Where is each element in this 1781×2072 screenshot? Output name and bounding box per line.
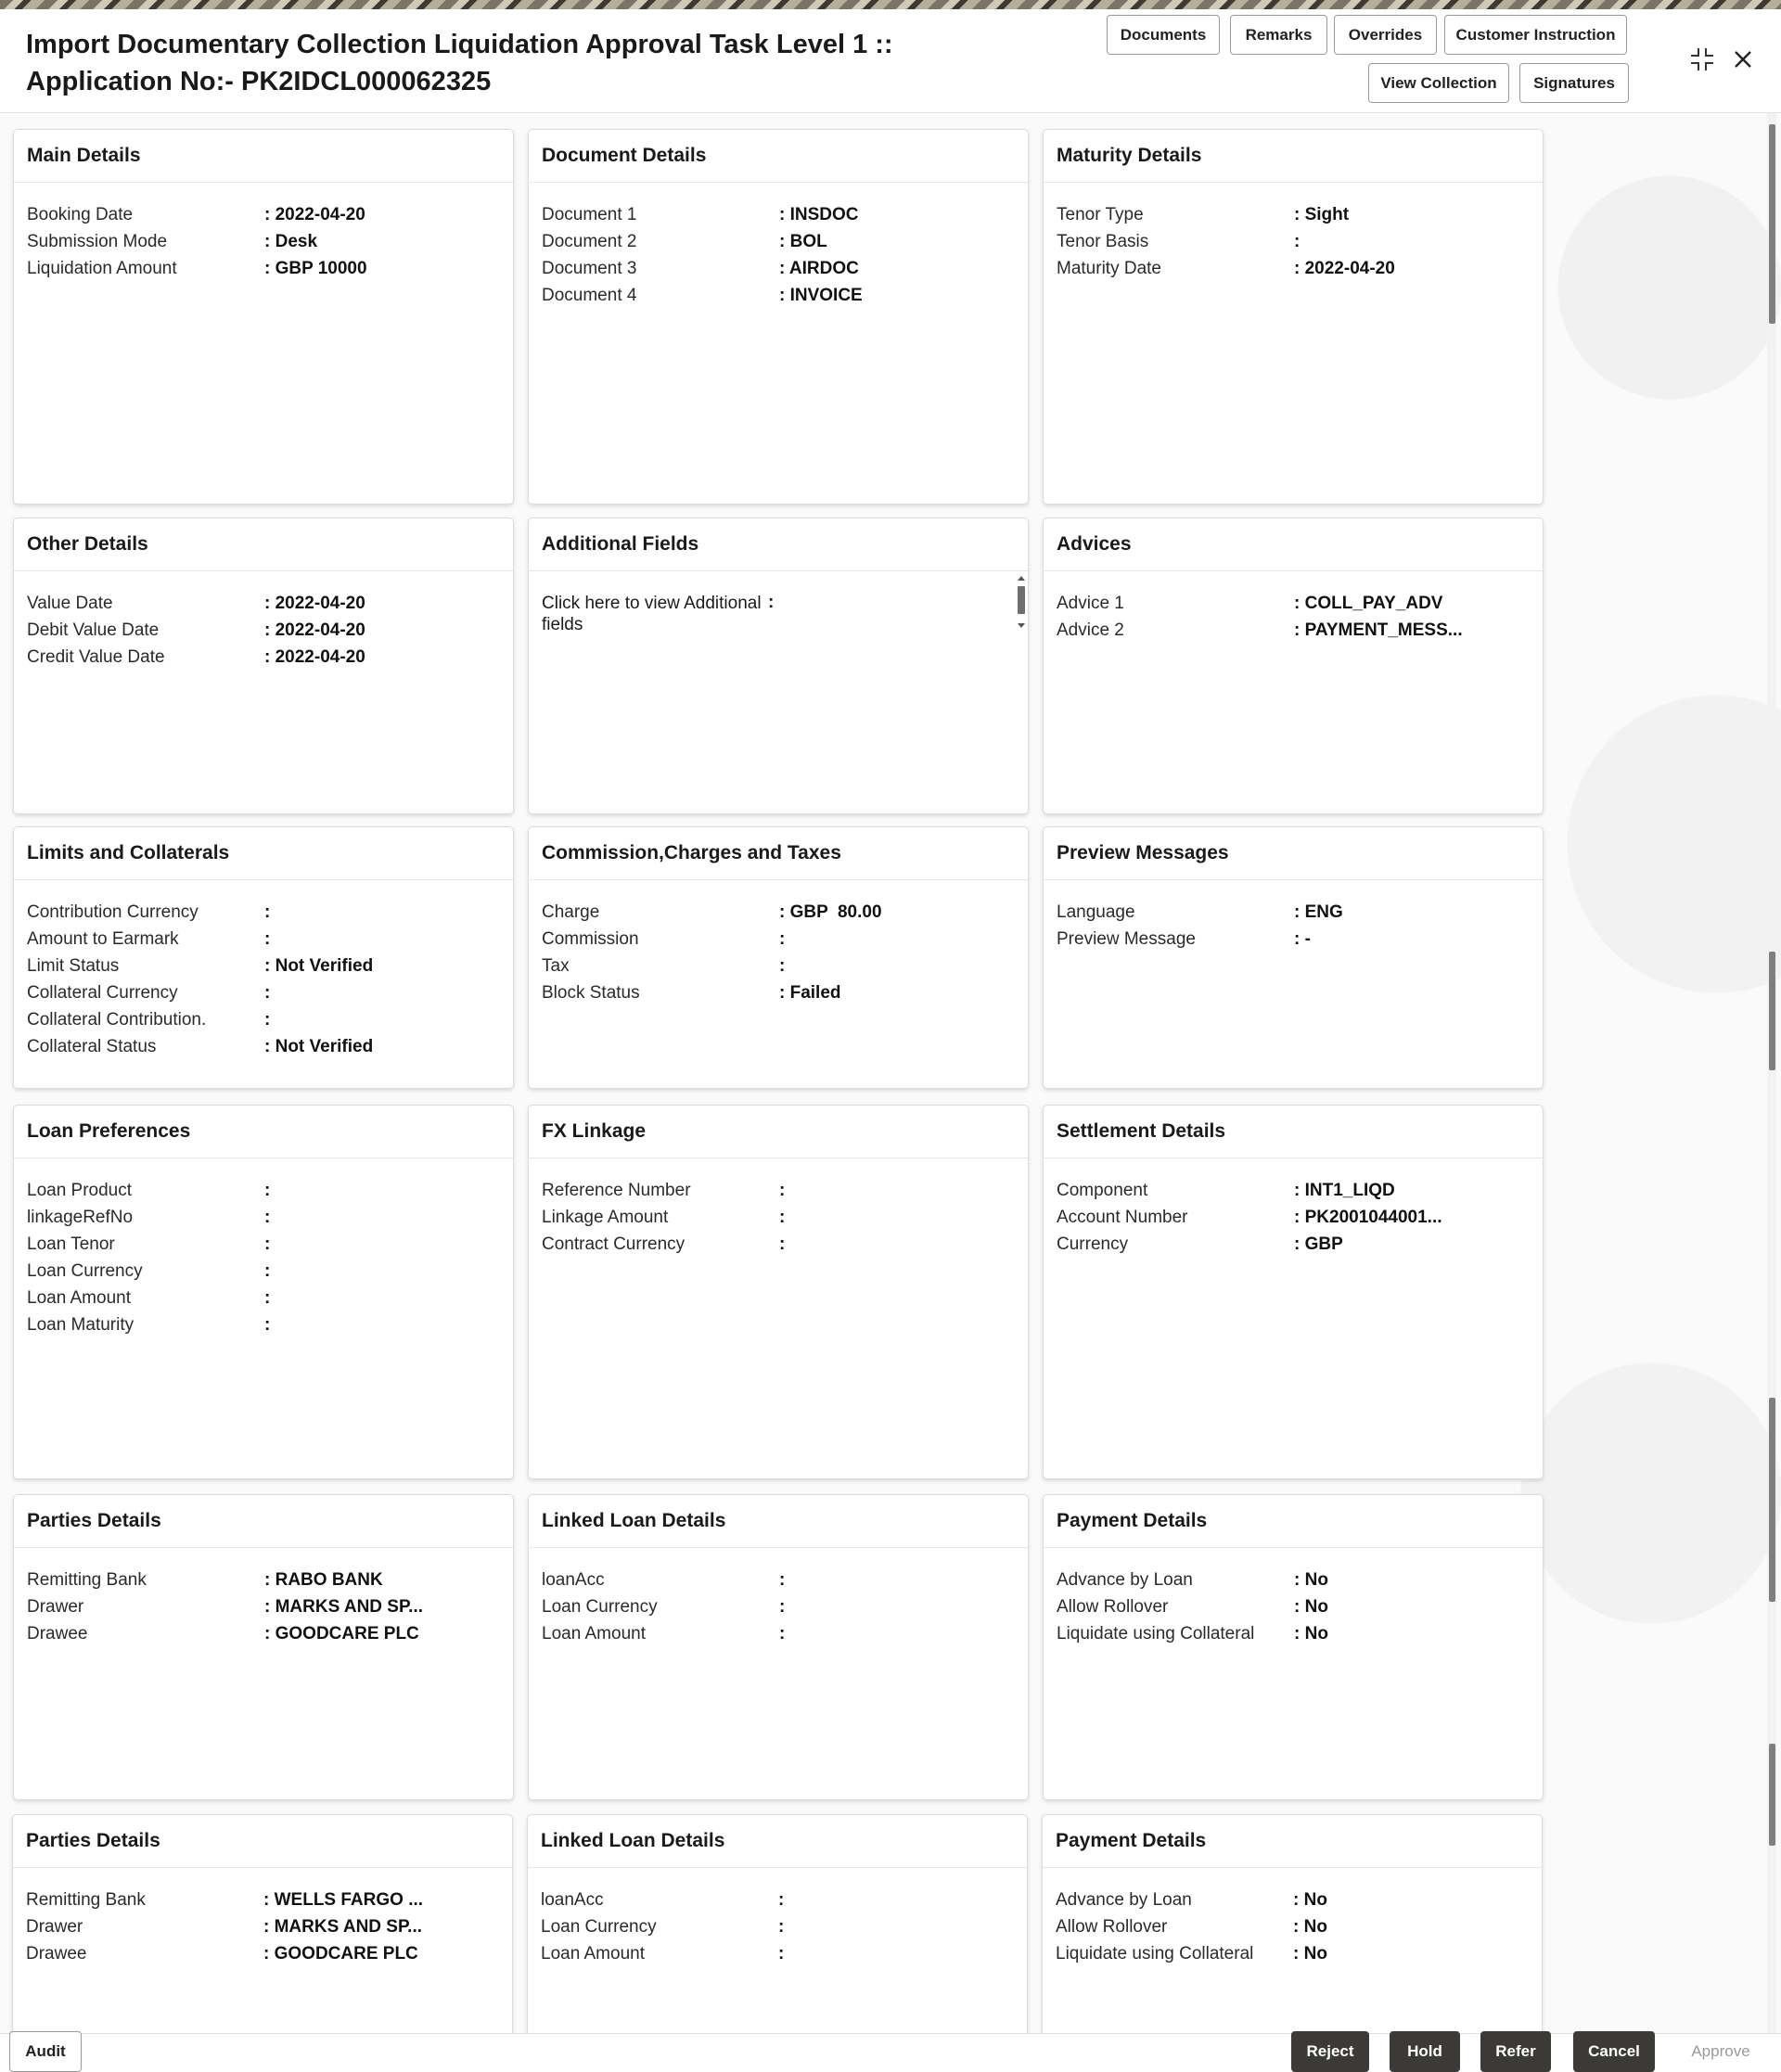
- inner-scrollbar[interactable]: [1015, 575, 1028, 629]
- field-label: Limit Status: [27, 955, 120, 976]
- field-value: :: [779, 1569, 786, 1590]
- commission-charges-card: [528, 826, 1029, 1089]
- main-details-card: [13, 129, 514, 505]
- field-value: :: [264, 928, 271, 949]
- reject-button[interactable]: Reject: [1291, 2031, 1369, 2072]
- field-value: :: [264, 1260, 271, 1281]
- field-row: [542, 1177, 1015, 1204]
- field-row: [541, 1887, 1014, 1913]
- field-label: Document 1: [542, 204, 637, 224]
- field-row: [542, 979, 1015, 1006]
- field-value: : 2022-04-20: [1294, 258, 1395, 278]
- field-value: :: [264, 1009, 271, 1030]
- field-value: : Sight: [1294, 204, 1350, 224]
- field-row: [27, 1311, 500, 1338]
- field-row: [542, 926, 1015, 953]
- field-label: Contribution Currency: [27, 902, 199, 922]
- field-row: [1057, 1177, 1530, 1204]
- field-label: Advance by Loan: [1056, 1889, 1192, 1910]
- field-label: Debit Value Date: [27, 620, 160, 640]
- field-row: [27, 1177, 500, 1204]
- field-label: Remitting Bank: [27, 1569, 147, 1590]
- field-row: [1056, 1940, 1529, 1967]
- field-row: [27, 979, 500, 1006]
- field-value: :: [264, 1234, 271, 1254]
- field-label: Submission Mode: [27, 231, 168, 251]
- card-title: Main Details: [14, 130, 513, 183]
- card-title: Payment Details: [1043, 1815, 1542, 1868]
- field-value: :: [779, 1234, 786, 1254]
- field-label: Linkage Amount: [542, 1207, 669, 1227]
- field-value: : GOODCARE PLC: [264, 1623, 419, 1644]
- card-title: Linked Loan Details: [529, 1495, 1028, 1548]
- field-label: Loan Tenor: [27, 1234, 115, 1254]
- card-title: Maturity Details: [1044, 130, 1543, 183]
- field-value: : 2022-04-20: [264, 204, 365, 224]
- field-row: [542, 282, 1015, 309]
- field-row: [1057, 899, 1530, 926]
- field-row: [27, 228, 500, 255]
- field-value: : No: [1294, 1596, 1328, 1617]
- field-row: [542, 1231, 1015, 1258]
- field-label: Drawer: [26, 1916, 83, 1937]
- page-scrollbar[interactable]: [1767, 113, 1776, 2033]
- field-value: : No: [1293, 1889, 1327, 1910]
- additional-fields-row: [542, 590, 1015, 635]
- field-row: [26, 1887, 499, 1913]
- field-value: :: [779, 955, 786, 976]
- dialog-footer: [0, 2033, 1781, 2066]
- field-label: Collateral Currency: [27, 982, 178, 1003]
- field-value: : RABO BANK: [264, 1569, 383, 1590]
- limits-collaterals-card: [13, 826, 514, 1089]
- loan-preferences-card: [13, 1105, 514, 1479]
- field-value: : GBP: [1294, 1234, 1343, 1254]
- field-row: [542, 201, 1015, 228]
- field-row: [542, 1593, 1015, 1620]
- field-value: :: [779, 1596, 786, 1617]
- field-row: [27, 1285, 500, 1311]
- card-title: Payment Details: [1044, 1495, 1543, 1548]
- field-label: Loan Amount: [542, 1623, 646, 1644]
- field-value: : 2022-04-20: [264, 593, 365, 613]
- field-row: [1057, 1204, 1530, 1231]
- field-row: [541, 1913, 1014, 1940]
- field-label: Drawee: [26, 1943, 87, 1963]
- linked-loan-details-card: [527, 1814, 1028, 2033]
- field-label: Component: [1057, 1180, 1148, 1200]
- dialog-header: [0, 9, 1781, 113]
- field-value: : Failed: [779, 982, 841, 1003]
- payment-details-card: [1042, 1814, 1543, 2033]
- field-row: [27, 1567, 500, 1593]
- page-title-line1: Import Documentary Collection Liquidation Approval Task Level 1 ::: [26, 30, 893, 59]
- field-value: :: [779, 1207, 786, 1227]
- field-row: [1057, 255, 1530, 282]
- audit-button[interactable]: Audit: [9, 2031, 82, 2072]
- field-value: :: [264, 1314, 271, 1335]
- field-value: :: [1294, 231, 1301, 251]
- field-label: Commission: [542, 928, 639, 949]
- field-row: [1057, 1620, 1530, 1647]
- field-value: : No: [1294, 1569, 1328, 1590]
- field-row: [27, 1204, 500, 1231]
- field-row: [26, 1940, 499, 1967]
- field-label: linkageRefNo: [27, 1207, 134, 1227]
- field-label: Loan Maturity: [27, 1314, 135, 1335]
- field-value: : GBP 80.00: [779, 902, 882, 922]
- parties-details-card: [12, 1814, 513, 2033]
- field-row: [27, 201, 500, 228]
- field-row: [27, 1258, 500, 1285]
- field-label: Loan Amount: [27, 1287, 131, 1308]
- refer-button[interactable]: Refer: [1480, 2031, 1551, 2072]
- view-collection-button[interactable]: View Collection: [1368, 63, 1509, 103]
- document-details-card: [528, 129, 1029, 505]
- card-title: Parties Details: [14, 1495, 513, 1548]
- card-title: Preview Messages: [1044, 827, 1543, 880]
- field-row: [1057, 1231, 1530, 1258]
- card-title: FX Linkage: [529, 1106, 1028, 1158]
- card-title: Loan Preferences: [14, 1106, 513, 1158]
- field-row: [27, 590, 500, 617]
- field-label: loanAcc: [541, 1889, 604, 1910]
- field-value: :: [264, 1180, 271, 1200]
- field-label: Tenor Basis: [1057, 231, 1149, 251]
- field-value: :: [778, 1889, 785, 1910]
- field-value: : Not Verified: [264, 955, 374, 976]
- field-label: Language: [1057, 902, 1135, 922]
- field-row: [27, 1593, 500, 1620]
- page-title: [26, 26, 1046, 100]
- field-value: : MARKS AND SP...: [264, 1596, 424, 1617]
- field-label: Amount to Earmark: [27, 928, 179, 949]
- field-label: Advice 1: [1057, 593, 1124, 613]
- field-row: [1057, 590, 1530, 617]
- page-title-line2: Application No:- PK2IDCL000062325: [26, 67, 492, 96]
- scrollbar-thumb[interactable]: [1769, 952, 1775, 1070]
- field-row: [542, 1567, 1015, 1593]
- field-row: [27, 1033, 500, 1060]
- field-row: [542, 228, 1015, 255]
- field-value: :: [779, 1623, 786, 1644]
- field-value: : -: [1294, 928, 1311, 949]
- card-title: Limits and Collaterals: [14, 827, 513, 880]
- field-row: [27, 1006, 500, 1033]
- field-value: : AIRDOC: [779, 258, 859, 278]
- field-value: : INVOICE: [779, 285, 863, 305]
- field-label: Block Status: [542, 982, 640, 1003]
- card-title: Other Details: [14, 518, 513, 571]
- field-value: : MARKS AND SP...: [263, 1916, 423, 1937]
- field-row: [1057, 617, 1530, 644]
- field-value: : 2022-04-20: [264, 620, 365, 640]
- field-value: : Desk: [264, 231, 318, 251]
- field-row: [27, 617, 500, 644]
- field-label: Advice 2: [1057, 620, 1124, 640]
- card-title: Settlement Details: [1044, 1106, 1543, 1158]
- field-row: [1057, 201, 1530, 228]
- scrollbar-thumb[interactable]: [1769, 1744, 1775, 1846]
- field-value: : GOODCARE PLC: [263, 1943, 418, 1963]
- field-value: : INSDOC: [779, 204, 859, 224]
- other-details-card: [13, 518, 514, 814]
- field-row: [542, 953, 1015, 979]
- field-label: Advance by Loan: [1057, 1569, 1193, 1590]
- remarks-button[interactable]: Remarks: [1230, 15, 1327, 55]
- field-value: :: [768, 593, 775, 612]
- field-value: : WELLS FARGO ...: [263, 1889, 424, 1910]
- field-value: :: [264, 1207, 271, 1227]
- card-title: Linked Loan Details: [528, 1815, 1027, 1868]
- field-value: : No: [1293, 1916, 1327, 1937]
- collapse-icon[interactable]: [1686, 44, 1718, 75]
- link-line: Click here to view Additional: [542, 594, 762, 613]
- field-value: : No: [1293, 1943, 1327, 1963]
- field-value: : INT1_LIQD: [1294, 1180, 1395, 1200]
- field-row: [542, 899, 1015, 926]
- field-label: Liquidate using Collateral: [1056, 1943, 1254, 1963]
- card-title: Additional Fields: [529, 518, 1028, 571]
- fx-linkage-card: [528, 1105, 1029, 1479]
- cancel-button[interactable]: Cancel: [1573, 2031, 1655, 2072]
- field-label: Loan Amount: [541, 1943, 645, 1963]
- field-value: : PK2001044001...: [1294, 1207, 1442, 1227]
- payment-details-card: [1043, 1494, 1544, 1800]
- top-banner-strip: [0, 0, 1781, 9]
- field-label: Liquidate using Collateral: [1057, 1623, 1255, 1644]
- field-label: Booking Date: [27, 204, 134, 224]
- field-value: :: [779, 928, 786, 949]
- documents-button[interactable]: Documents: [1107, 15, 1220, 55]
- field-value: :: [264, 1287, 271, 1308]
- field-value: :: [779, 1180, 786, 1200]
- field-row: [1057, 1593, 1530, 1620]
- approve-button[interactable]: Approve: [1691, 2042, 1750, 2060]
- additional-fields-card: [528, 518, 1029, 814]
- card-title: Commission,Charges and Taxes: [529, 827, 1028, 880]
- field-value: :: [778, 1916, 785, 1937]
- field-row: [27, 1620, 500, 1647]
- linked-loan-details-card: [528, 1494, 1029, 1800]
- field-label: Account Number: [1057, 1207, 1188, 1227]
- field-row: [26, 1913, 499, 1940]
- field-label: Value Date: [27, 593, 113, 613]
- card-title: Document Details: [529, 130, 1028, 183]
- signatures-button[interactable]: Signatures: [1519, 63, 1629, 103]
- field-row: [27, 255, 500, 282]
- link-line: fields: [542, 615, 583, 634]
- field-label: Document 4: [542, 285, 637, 305]
- field-label: Loan Currency: [27, 1260, 143, 1281]
- close-icon[interactable]: [1727, 44, 1759, 75]
- field-value: : 2022-04-20: [264, 646, 365, 667]
- field-label: Collateral Status: [27, 1036, 157, 1056]
- field-value: : ENG: [1294, 902, 1343, 922]
- field-label: Credit Value Date: [27, 646, 165, 667]
- field-label: Loan Currency: [541, 1916, 657, 1937]
- field-row: [27, 644, 500, 671]
- hold-button[interactable]: Hold: [1390, 2031, 1460, 2072]
- field-label: Remitting Bank: [26, 1889, 146, 1910]
- field-label: Contract Currency: [542, 1234, 685, 1254]
- scrollbar-thumb[interactable]: [1769, 124, 1775, 324]
- scrollbar-thumb[interactable]: [1769, 1398, 1775, 1602]
- field-row: [541, 1940, 1014, 1967]
- field-row: [542, 1204, 1015, 1231]
- preview-messages-card: [1043, 826, 1544, 1089]
- field-value: : PAYMENT_MESS...: [1294, 620, 1463, 640]
- field-row: [27, 1231, 500, 1258]
- field-label: Tax: [542, 955, 570, 976]
- field-value: :: [778, 1943, 785, 1963]
- field-row: [27, 926, 500, 953]
- field-label: Allow Rollover: [1057, 1596, 1169, 1617]
- field-label: Loan Product: [27, 1180, 133, 1200]
- field-value: : COLL_PAY_ADV: [1294, 593, 1443, 613]
- card-title: Parties Details: [13, 1815, 512, 1868]
- field-value: : BOL: [779, 231, 827, 251]
- field-row: [27, 953, 500, 979]
- customer-instruction-button[interactable]: Customer Instruction: [1444, 15, 1627, 55]
- field-row: [1057, 1567, 1530, 1593]
- field-row: [1056, 1887, 1529, 1913]
- field-label: Liquidation Amount: [27, 258, 177, 278]
- field-label: Drawee: [27, 1623, 88, 1644]
- field-value: : GBP 10000: [264, 258, 367, 278]
- content-area[interactable]: [0, 113, 1767, 2033]
- field-label: Preview Message: [1057, 928, 1196, 949]
- field-label: Reference Number: [542, 1180, 691, 1200]
- additional-fields-link[interactable]: [542, 593, 779, 635]
- settlement-details-card: [1043, 1105, 1544, 1479]
- field-value: :: [264, 902, 271, 922]
- field-row: [1056, 1913, 1529, 1940]
- field-row: [1057, 926, 1530, 953]
- field-label: Tenor Type: [1057, 204, 1144, 224]
- field-row: [1057, 228, 1530, 255]
- field-label: Collateral Contribution.: [27, 1009, 207, 1030]
- card-title: Advices: [1044, 518, 1543, 571]
- page: [0, 9, 1781, 2066]
- field-value: :: [264, 982, 271, 1003]
- field-row: [542, 255, 1015, 282]
- field-label: Maturity Date: [1057, 258, 1161, 278]
- field-label: Currency: [1057, 1234, 1129, 1254]
- field-label: Allow Rollover: [1056, 1916, 1168, 1937]
- field-row: [27, 899, 500, 926]
- field-value: : No: [1294, 1623, 1328, 1644]
- field-label: Charge: [542, 902, 600, 922]
- field-row: [542, 1620, 1015, 1647]
- field-label: Document 2: [542, 231, 637, 251]
- field-label: Document 3: [542, 258, 637, 278]
- overrides-button[interactable]: Overrides: [1334, 15, 1437, 55]
- field-label: Drawer: [27, 1596, 84, 1617]
- maturity-details-card: [1043, 129, 1544, 505]
- field-label: Loan Currency: [542, 1596, 658, 1617]
- field-value: : Not Verified: [264, 1036, 374, 1056]
- parties-details-card: [13, 1494, 514, 1800]
- advices-card: [1043, 518, 1544, 814]
- field-label: loanAcc: [542, 1569, 605, 1590]
